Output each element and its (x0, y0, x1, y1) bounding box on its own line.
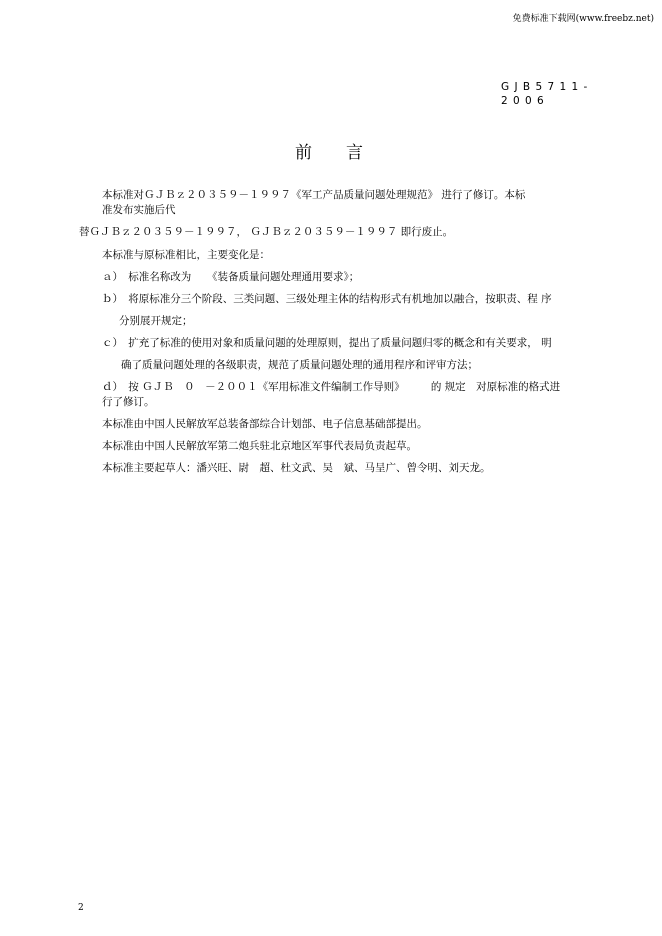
standard-number-line-2: 2 0 0 6 (501, 95, 545, 107)
list-item-d-line-2: 行了修订。 (102, 396, 155, 408)
page-number: 2 (78, 903, 84, 913)
paragraph-changes-intro: 本标准与原标准相比，主要变化是： (102, 249, 270, 261)
paragraph-revision-line-1: 本标准对ＧＪＢｚ２０３５９－１９９７《军工产品质量问题处理规范》 进行了修订。本标 (102, 189, 526, 201)
watermark-text: 免费标准下载网(www.freebz.net) (512, 14, 654, 24)
paragraph-proposer: 本标准由中国人民解放军总装备部综合计划部、电子信息基础部提出。 (102, 418, 428, 430)
list-item-b-line-1: ｂ） 将原标准分三个阶段、三类问题、三级处理主体的结构形式有机地加以融合，按职责、程 序 (102, 293, 552, 305)
list-item-b-line-2: 分别展开规定； (119, 315, 193, 327)
paragraph-revision-line-3: 替ＧＪＢｚ２０３５９－１９９７， ＧＪＢｚ２０３５９－１９９７ 即行废止。 (79, 226, 454, 238)
page-title: 前 言 (295, 143, 363, 163)
list-item-a: ａ） 标准名称改为 《装备质量问题处理通用要求》； (102, 271, 360, 283)
list-item-d-line-1: ｄ） 按 ＧＪＢ ０ －２００１《军用标准文件编制工作导则》 的 规定 对原标准的格式进 (102, 381, 561, 393)
paragraph-drafters: 本标准主要起草人：潘兴旺、尉 超、杜文武、吴 斌、马呈广、曾令明、刘天龙。 (102, 462, 491, 474)
list-item-c-line-2: 确了质量问题处理的各级职责，规范了质量问题处理的通用程序和评审方法； (121, 359, 478, 371)
paragraph-drafting-unit: 本标准由中国人民解放军第二炮兵驻北京地区军事代表局负责起草。 (102, 440, 417, 452)
paragraph-revision-line-2: 准发布实施后代 (102, 204, 176, 216)
list-item-c-line-1: ｃ） 扩充了标准的使用对象和质量问题的处理原则，提出了质量问题归零的概念和有关要求， 明 (102, 337, 552, 349)
standard-number-line-1: G J B 5 7 1 1 - (501, 81, 589, 93)
